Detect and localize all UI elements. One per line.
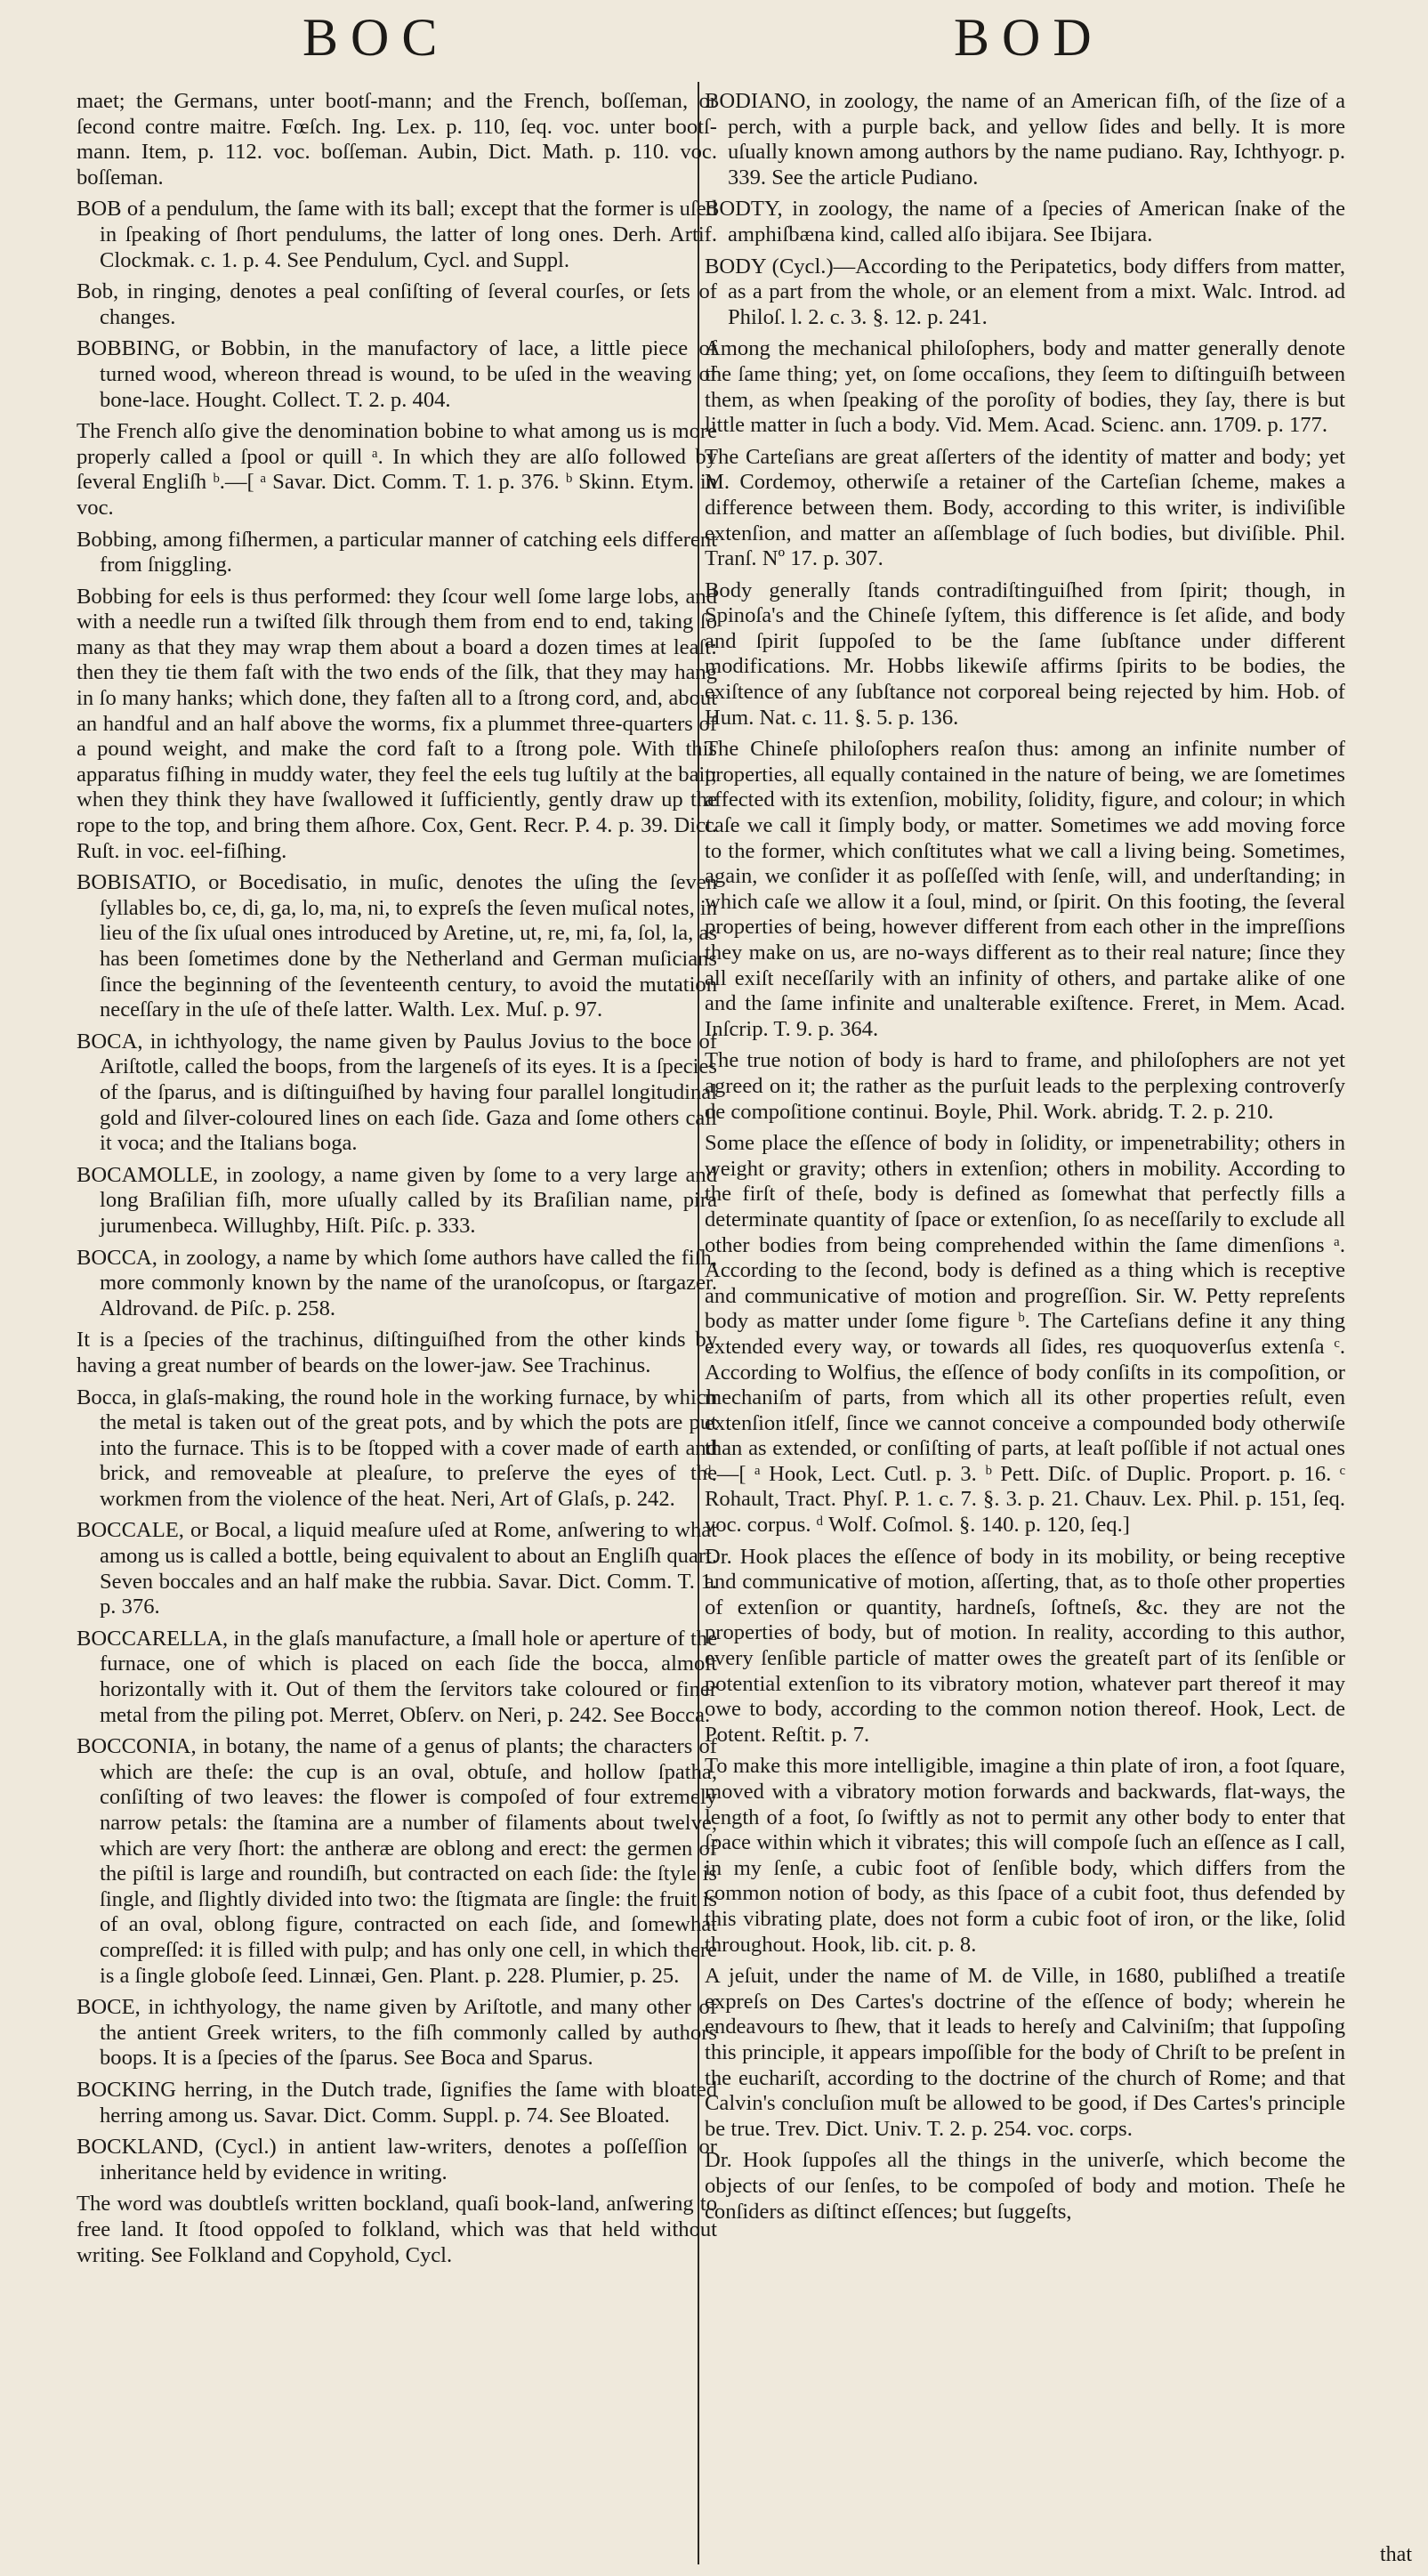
entry-paragraph: Some place the eſſence of body in ſolidity, or impenetrability; others in weight or gravity; others in extenſion; others in mobility. According to the firſt of theſe, body is defined as ſomewhat that perfectly fills a determinate quantity of ſpace or extenſion, ſo as neceſſarily to exclude all other bodies from being comprehended within the ſame dimenſions ᵃ. According to the ſecond, body is defined as a thing which is receptive and communicative of motion and progreſſion. Sir. W. Petty repreſents body as matter under ſome figure ᵇ. The Carteſians define it any thing extended every way, or towards all ſides, res quoquoverſus extenſa ᶜ. According to Wolfius, the eſſence of body conſiſts in its compoſition, or mechaniſm of parts, from which all its other properties reſult, even extenſion itſelf, ſince we cannot conceive a compounded body otherwiſe than as extended, or conſiſting of parts, at leaſt poſſible if not actual ones ᵈ.—[ ᵃ Hook, Lect. Cutl. p. 3. ᵇ Pett. Diſc. of Duplic. Proport. p. 16. ᶜ Rohault, Tract. Phyſ. P. 1. c. 7. §. 3. p. 21. Chauv. Lex. Phil. p. 151, ſeq. voc. corpus. ᵈ Wolf. Coſmol. §. 140. p. 120, ſeq.] [705,1131,1345,1538]
entry-continuation: maet; the Germans, unter bootſ-mann; and the French, boſſeman, or ſecond contre maitre. Fœſch. Ing. Lex. p. 110, ſeq. voc. unter bootſ-mann. Item, p. 112. voc. boſſeman. Aubin, Dict. Math. p. 110. voc. boſſeman. [77,89,717,190]
entry-bockland: BOCKLAND, (Cycl.) in antient law-writers, denotes a poſſeſſion or inheritance held by evidence in writing. [77,2135,717,2184]
entry-bocamolle: BOCAMOLLE, in zoology, a name given by ſome to a very large and long Braſilian fiſh, more uſually called by its Braſilian name, pira jurumenbeca. Willughby, Hiſt. Piſc. p. 333. [77,1162,717,1238]
entry-bob-pendulum: BOB of a pendulum, the ſame with its ball; except that the former is uſed in ſpeaking of ſhort pendulums, the latter of long ones. Derh. Artif. Clockmak. c. 1. p. 4. See Pendulum, Cycl. and Suppl. [77,197,717,272]
entry-paragraph: The true notion of body is hard to frame, and philoſophers are not yet agreed on it; the rather as the purſuit leads to the perplexing controverſy de compoſitione continui. Boyle, Phil. Work. abridg. T. 2. p. 210. [705,1048,1345,1124]
running-head-right: BOD [954,8,1104,67]
entry-boce: BOCE, in ichthyology, the name given by Ariſtotle, and many other of the antient Greek writers, to the fiſh commonly called by authors boops. It is a ſpecies of the ſparus. See Boca and Sparus. [77,1995,717,2071]
entry-paragraph: Body generally ſtands contradiſtinguiſhed from ſpirit; though, in Spinoſa's and the Chineſe ſyſtem, this difference is ſet aſide, and body and ſpirit ſuppoſed to be the ſame ſubſtance under different modifications. Mr. Hobbs likewiſe affirms ſpirits to be bodies, the exiſtence of any ſubſtance not corporeal being rejected by him. Hob. of Hum. Nat. c. 11. §. 5. p. 136. [705,577,1345,730]
entry-bobbing-lace: BOBBING, or Bobbin, in the manufactory of lace, a little piece of turned wood, whereon thread is wound, to be uſed in the weaving of bone-lace. Hought. Collect. T. 2. p. 404. [77,336,717,412]
running-head-left: BOC [303,8,450,67]
catchword: that [1380,2543,1412,2566]
entry-bodiano: BODIANO, in zoology, the name of an American fiſh, of the ſize of a perch, with a purple back, and yellow ſides and belly. It is more uſually known among authors by the name pudiano. Ray, Ichthyogr. p. 339. See the article Pudiano. [705,89,1345,190]
entry-bob-ringing: Bob, in ringing, denotes a peal conſiſting of ſeveral courſes, or ſets of changes. [77,279,717,329]
entry-paragraph: A jeſuit, under the name of M. de Ville, in 1680, publiſhed a treatiſe expreſs on Des Cartes's doctrine of the eſſence of body; wherein he endeavours to ſhew, that it leads to hereſy and Calviniſm; that ſuppoſing this principle, it appears impoſſible for the body of Chriſt to be preſent in the euchariſt, according to the doctrine of the church of Rome; and that Calvin's concluſion muſt be allowed to be good, if Des Cartes's principle be true. Trev. Dict. Univ. T. 2. p. 254. voc. corps. [705,1964,1345,2141]
entry-paragraph: The Carteſians are great aſſerters of the identity of matter and body; yet M. Cordemoy, otherwiſe a retainer of the Carteſian ſcheme, makes a difference between them. Body, according to this writer, is indiviſible extenſion, and matter an aſſemblage of ſuch bodies, but diviſible. Phil. Tranſ. Nº 17. p. 307. [705,444,1345,571]
left-column [77,89,717,2274]
entry-paragraph: The word was doubtleſs written bockland, quaſi book-land, anſwering to free land. It ſtood oppoſed to folkland, which was that held without writing. See Folkland and Copyhold, Cycl. [77,2192,717,2267]
entry-paragraph: Among the mechanical philoſophers, body and matter generally denote the ſame thing; yet, on ſome occaſions, they ſeem to diſtinguiſh between them, as when ſpeaking of the poroſity of bodies, they ſay, there is but little matter in ſuch a body. Vid. Mem. Acad. Scienc. ann. 1709. p. 177. [705,336,1345,438]
entry-paragraph: The Chineſe philoſophers reaſon thus: among an infinite number of properties, all equally contained in the nature of being, we are ſometimes affected with its extenſion, mobility, ſolidity, figure, and colour; in which caſe we call it ſimply body, or matter. Sometimes we add moving force to the former, which conſtitutes what we call a living being. Sometimes, again, we conſider it as poſſeſſed with ſenſe, will, and underſtanding; in which caſe we allow it a ſoul, mind, or ſpirit. On this footing, the ſeveral properties of being, however different from each other in the impreſſions they make on us, are no-ways different as to their real nature; ſince they all exiſt neceſſarily with an infinity of others, and partake alike of one and the ſame infinite and unalterable exiſtence. Freret, in Mem. Acad. Inſcrip. T. 9. p. 364. [705,737,1345,1041]
entry-paragraph: It is a ſpecies of the trachinus, diſtinguiſhed from the other kinds by having a great number of beards on the lower-jaw. See Trachinus. [77,1328,717,1377]
entry-paragraph: Bobbing for eels is thus performed: they ſcour well ſome large lobs, and with a needle run a twiſted ſilk through them from end to end, taking ſo many as that they may wrap them about a board a dozen times at leaſt: then they tie them faſt with the two ends of the ſilk, that they may hang in ſo many hanks; which done, they faſten all to a ſtrong cord, and, about an handful and an half above the worms, fix a plummet three-quarters of a pound weight, and make the cord faſt to a ſtrong pole. With this apparatus fiſhing in muddy water, they feel the eels tug luſtily at the bait; when they think they have ſwallowed it ſufficiently, gently draw up the rope to the top, and bring them aſhore. Cox, Gent. Recr. P. 4. p. 39. Dict. Ruſt. in voc. eel-fiſhing. [77,584,717,863]
entry-paragraph: To make this more intelligible, imagine a thin plate of iron, a foot ſquare, moved with a vibratory motion forwards and backwards, flat-ways, the length of a foot, ſo ſwiftly as not to permit any other body to enter that ſpace within which it vibrates; this will compoſe ſuch an eſſence as I call, in my ſenſe, a cubic foot of ſenſible body, which differs from the common notion of body, as this ſpace of a cubit foot, thus defended by this vibrating plate, does not form a cubic foot of iron, or the like, ſolid throughout. Hook, lib. cit. p. 8. [705,1754,1345,1957]
entry-bocconia: BOCCONIA, in botany, the name of a genus of plants; the characters of which are theſe: the cup is an oval, obtuſe, and hollow ſpatha, conſiſting of two leaves: the flower is compoſed of four extremely narrow petals: the ſtamina are a number of filaments about twelve, which are very ſhort: the antheræ are oblong and erect: the germen of the piſtil is large and roundiſh, but contracted on each ſide: the ſtyle is ſingle, and ſlightly divided into two: the ſtigmata are ſingle: the fruit is of an oval, oblong figure, contracted on each ſide, and ſomewhat compreſſed: it is filled with pulp; and has only one cell, in which there is a ſingle globoſe ſeed. Linnæi, Gen. Plant. p. 228. Plumier, p. 25. [77,1734,717,1988]
entry-paragraph: Dr. Hook places the eſſence of body in its mobility, or being receptive and communicative of motion, aſſerting, that, as to thoſe other properties of extenſion or quantity, hardneſs, ſoftneſs, &c. they are not the properties of body, but of motion. In reality, according to this author, every ſenſible particle of matter owes the greateſt part of its ſenſible or potential extenſion to its vibratory motion, whatever part thereof it may owe to body, according to the common notion thereof. Hook, Lect. de Potent. Reſtit. p. 7. [705,1544,1345,1747]
entry-bocca-glass: Bocca, in glaſs-making, the round hole in the working furnace, by which the metal is taken out of the great pots, and by which the pots are put into the furnace. This is to be ſtopped with a cover made of earth and brick, and removeable at pleaſure, to preſerve the eyes of the workmen from the violence of the heat. Neri, Art of Glaſs, p. 242. [77,1385,717,1511]
entry-paragraph: The French alſo give the denomination bobine to what among us is more properly called a ſpool or quill ᵃ. In which they are alſo followed by ſeveral Engliſh ᵇ.—[ ᵃ Savar. Dict. Comm. T. 1. p. 376. ᵇ Skinn. Etym. in voc. [77,419,717,520]
entry-paragraph: Dr. Hook ſuppoſes all the things in the univerſe, which become the objects of our ſenſes, to be compoſed of body and motion. Theſe he conſiders as diſtinct eſſences; but ſuggeſts, [705,2148,1345,2224]
entry-boca: BOCA, in ichthyology, the name given by Paulus Jovius to the boce of Ariſtotle, called the boops, from the largeneſs of its eyes. It is a ſpecies of the ſparus, and is diſtinguiſhed by having four parallel longitudinal gold and ſilver-coloured lines on each ſide. Gaza and ſome others call it voca; and the Italians boga. [77,1029,717,1156]
entry-boccale: BOCCALE, or Bocal, a liquid meaſure uſed at Rome, anſwering to what among us is called a bottle, being equivalent to about an Engliſh quart. Seven boccales and an half make the rubbia. Savar. Dict. Comm. T. 1. p. 376. [77,1518,717,1619]
entry-bocking: BOCKING herring, in the Dutch trade, ſignifies the ſame with bloated herring among us. Savar. Dict. Comm. Suppl. p. 74. See Bloated. [77,2077,717,2128]
entry-bodty: BODTY, in zoology, the name of a ſpecies of American ſnake of the amphiſbæna kind, called alſo ibijara. See Ibijara. [705,197,1345,246]
entry-bobbing-fishing: Bobbing, among fiſhermen, a particular manner of catching eels different from ſniggling. [77,527,718,577]
entry-body: BODY (Cycl.)—According to the Peripatetics, body differs from matter, as a part from the whole, or an element from a mixt. Walc. Introd. ad Philoſ. l. 2. c. 3. §. 12. p. 241. [705,254,1345,329]
right-column [705,89,1345,2231]
entry-bobisatio: BOBISATIO, or Bocedisatio, in muſic, denotes the uſing the ſeven ſyllables bo, ce, di, ga, lo, ma, ni, to expreſs the ſeven muſical notes, in lieu of the ſix uſual ones introduced by Aretine, ut, re, mi, fa, ſol, la, as has been ſometimes done by the Netherland and German muſicians ſince the beginning of the ſeventeenth century, to avoid the mutation neceſſary in the uſe of theſe latter. Walth. Lex. Muſ. p. 97. [77,870,717,1022]
entry-boccarella: BOCCARELLA, in the glaſs manufacture, a ſmall hole or aperture of the furnace, one of which is placed on each ſide the bocca, almoſt horizontally with it. Out of them the ſervitors take coloured or finer metal from the piling pot. Merret, Obſerv. on Neri, p. 242. See Bocca. [77,1626,717,1727]
entry-bocca-zoology: BOCCA, in zoology, a name by which ſome authors have called the fiſh, more commonly known by the name of the uranoſcopus, or ſtargazer. Aldrovand. de Piſc. p. 258. [77,1245,717,1320]
